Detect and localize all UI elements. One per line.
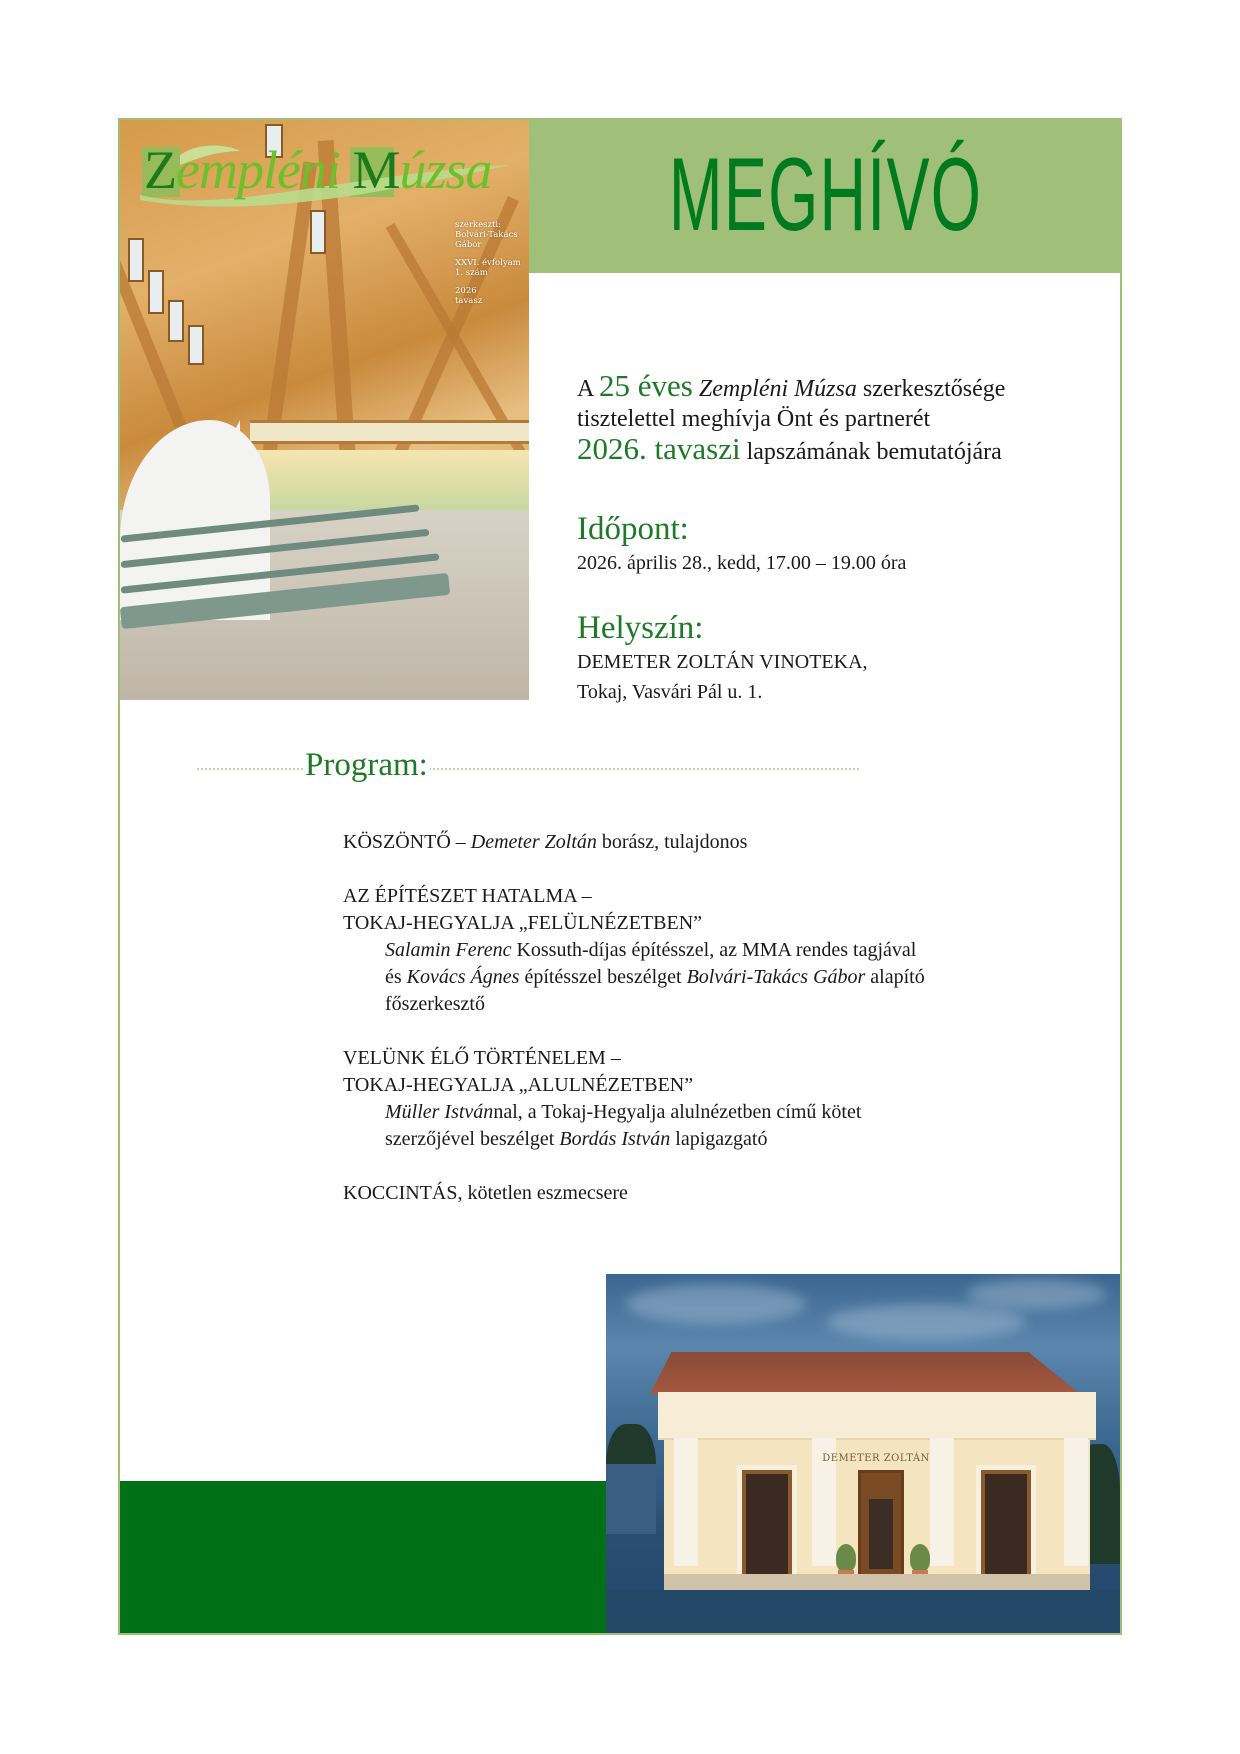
magazine-logo [140,140,520,205]
person-name: Müller István [385,1101,494,1123]
person-name: Demeter Zoltán [470,831,597,853]
potted-plant [910,1544,930,1572]
vinoteka-building-photo [606,1274,1120,1633]
pilaster [674,1438,698,1566]
street [606,1590,1120,1633]
roof [650,1352,1080,1394]
program-item [343,1045,1063,1153]
header-band [529,118,1122,273]
program-item-label: KÖSZÖNTŐ – [343,831,471,853]
program-item-subtitle: TOKAJ-HEGYALJA „ALULNÉZETBEN” [343,1074,694,1096]
detail-text: és [385,966,407,988]
entrance-door [858,1470,904,1586]
program-item-detail [343,1126,1063,1153]
neighbor-house [606,1464,656,1534]
location-heading: Helyszín: [577,610,704,646]
door-glass [869,1499,893,1569]
cover-issue: 1. szám [455,268,488,278]
person-name: Bolvári-Takács Gábor [686,966,866,988]
decorative-green-block [120,1481,606,1633]
cover-glazing [250,450,529,510]
program-item-detail [343,1099,1063,1126]
cover-meta [455,220,521,314]
cover-window [188,325,204,365]
program-item-detail [343,964,1063,991]
cloud [826,1304,1026,1340]
program-item-label: KOCCINTÁS [343,1182,458,1204]
program-list [343,829,1063,1234]
invitation-title: MEGHÍVÓ [668,137,983,253]
cover-editor-label: szerkeszti: [455,220,501,230]
program-item-role: borász, tulajdonos [596,831,748,853]
program-heading: Program: [305,747,428,783]
cloud [626,1284,806,1324]
detail-text: építésszel beszélget [519,966,687,988]
potted-plant [836,1544,856,1572]
cover-clerestory [250,420,529,444]
time-heading: Időpont: [577,511,689,547]
program-item-detail [343,937,1063,964]
logo-capital-m: M [352,140,400,200]
intro-line-3 [577,431,1005,467]
program-item-subtitle: TOKAJ-HEGYALJA „FELÜLNÉZETBEN” [343,912,703,934]
cover-year: 2026 [455,286,477,296]
program-item-title: AZ ÉPÍTÉSZET HATALMA – [343,885,592,907]
cover-window [148,270,164,314]
person-name: Bordás István [559,1128,671,1150]
program-item-title [343,829,1063,856]
cloud [966,1279,1106,1309]
program-item-title: VELÜNK ÉLŐ TÖRTÉNELEM – [343,1047,621,1069]
magazine-name: Zempléni Múzsa [698,376,857,402]
cornice [658,1392,1096,1440]
cover-window [168,300,184,342]
detail-text: Kossuth-díjas építésszel, az MMA rendes tagjával [511,939,917,961]
dotted-divider [197,768,859,770]
detail-text: alapító [865,966,925,988]
time-value: 2026. április 28., kedd, 17.00 – 19.00 óra [577,552,907,574]
intro-line-2: tisztelettel meghívja Önt és partnerét [577,406,931,432]
logo-capital-z: Z [144,140,176,200]
cover-season: tavasz [455,296,483,306]
window [742,1470,792,1578]
location-street: Tokaj, Vasvári Pál u. 1. [577,681,763,703]
stone-base [664,1574,1090,1590]
program-item-desc: , kötetlen eszmecsere [457,1182,628,1204]
issue-highlight: 2026. tavaszi [577,431,741,466]
magazine-title [144,139,492,201]
program-item [343,829,1063,856]
intro-line-3-suffix: lapszámának bemutatójára [740,439,1002,465]
intro-line-1 [577,368,1006,404]
cover-editor-name: Bolvári-Takács [455,230,518,240]
program-item [343,1180,1063,1207]
building-sign: DEMETER ZOLTÁN [822,1453,930,1464]
anniversary-highlight: 25 éves [599,368,693,403]
intro-paragraph [577,368,1006,467]
location-address [577,647,868,707]
logo-word-1: empléni [176,140,353,200]
cover-volume: XXVI. évfolyam [455,258,521,268]
person-name: Kovács Ágnes [406,966,520,988]
person-name: Salamin Ferenc [385,939,512,961]
cover-window [310,210,326,254]
pilaster [1064,1438,1088,1566]
program-item [343,883,1063,1018]
magazine-cover-image [120,120,529,700]
cover-editor-name-2: Gábor [455,240,482,250]
intro-suffix: szerkesztősége [856,376,1006,402]
program-item-title [343,1180,1063,1207]
logo-word-2: úzsa [399,140,492,200]
detail-text: lapigazgató [670,1128,768,1150]
program-item-detail: főszerkesztő [385,993,485,1015]
detail-text: szerzőjével beszélget [385,1128,560,1150]
location-venue: DEMETER ZOLTÁN VINOTEKA, [577,651,868,673]
intro-prefix: A [577,376,600,402]
cover-window [128,238,144,282]
detail-text: nal, a Tokaj-Hegyalja alulnézetben című kötet [493,1101,862,1123]
window [981,1470,1031,1578]
